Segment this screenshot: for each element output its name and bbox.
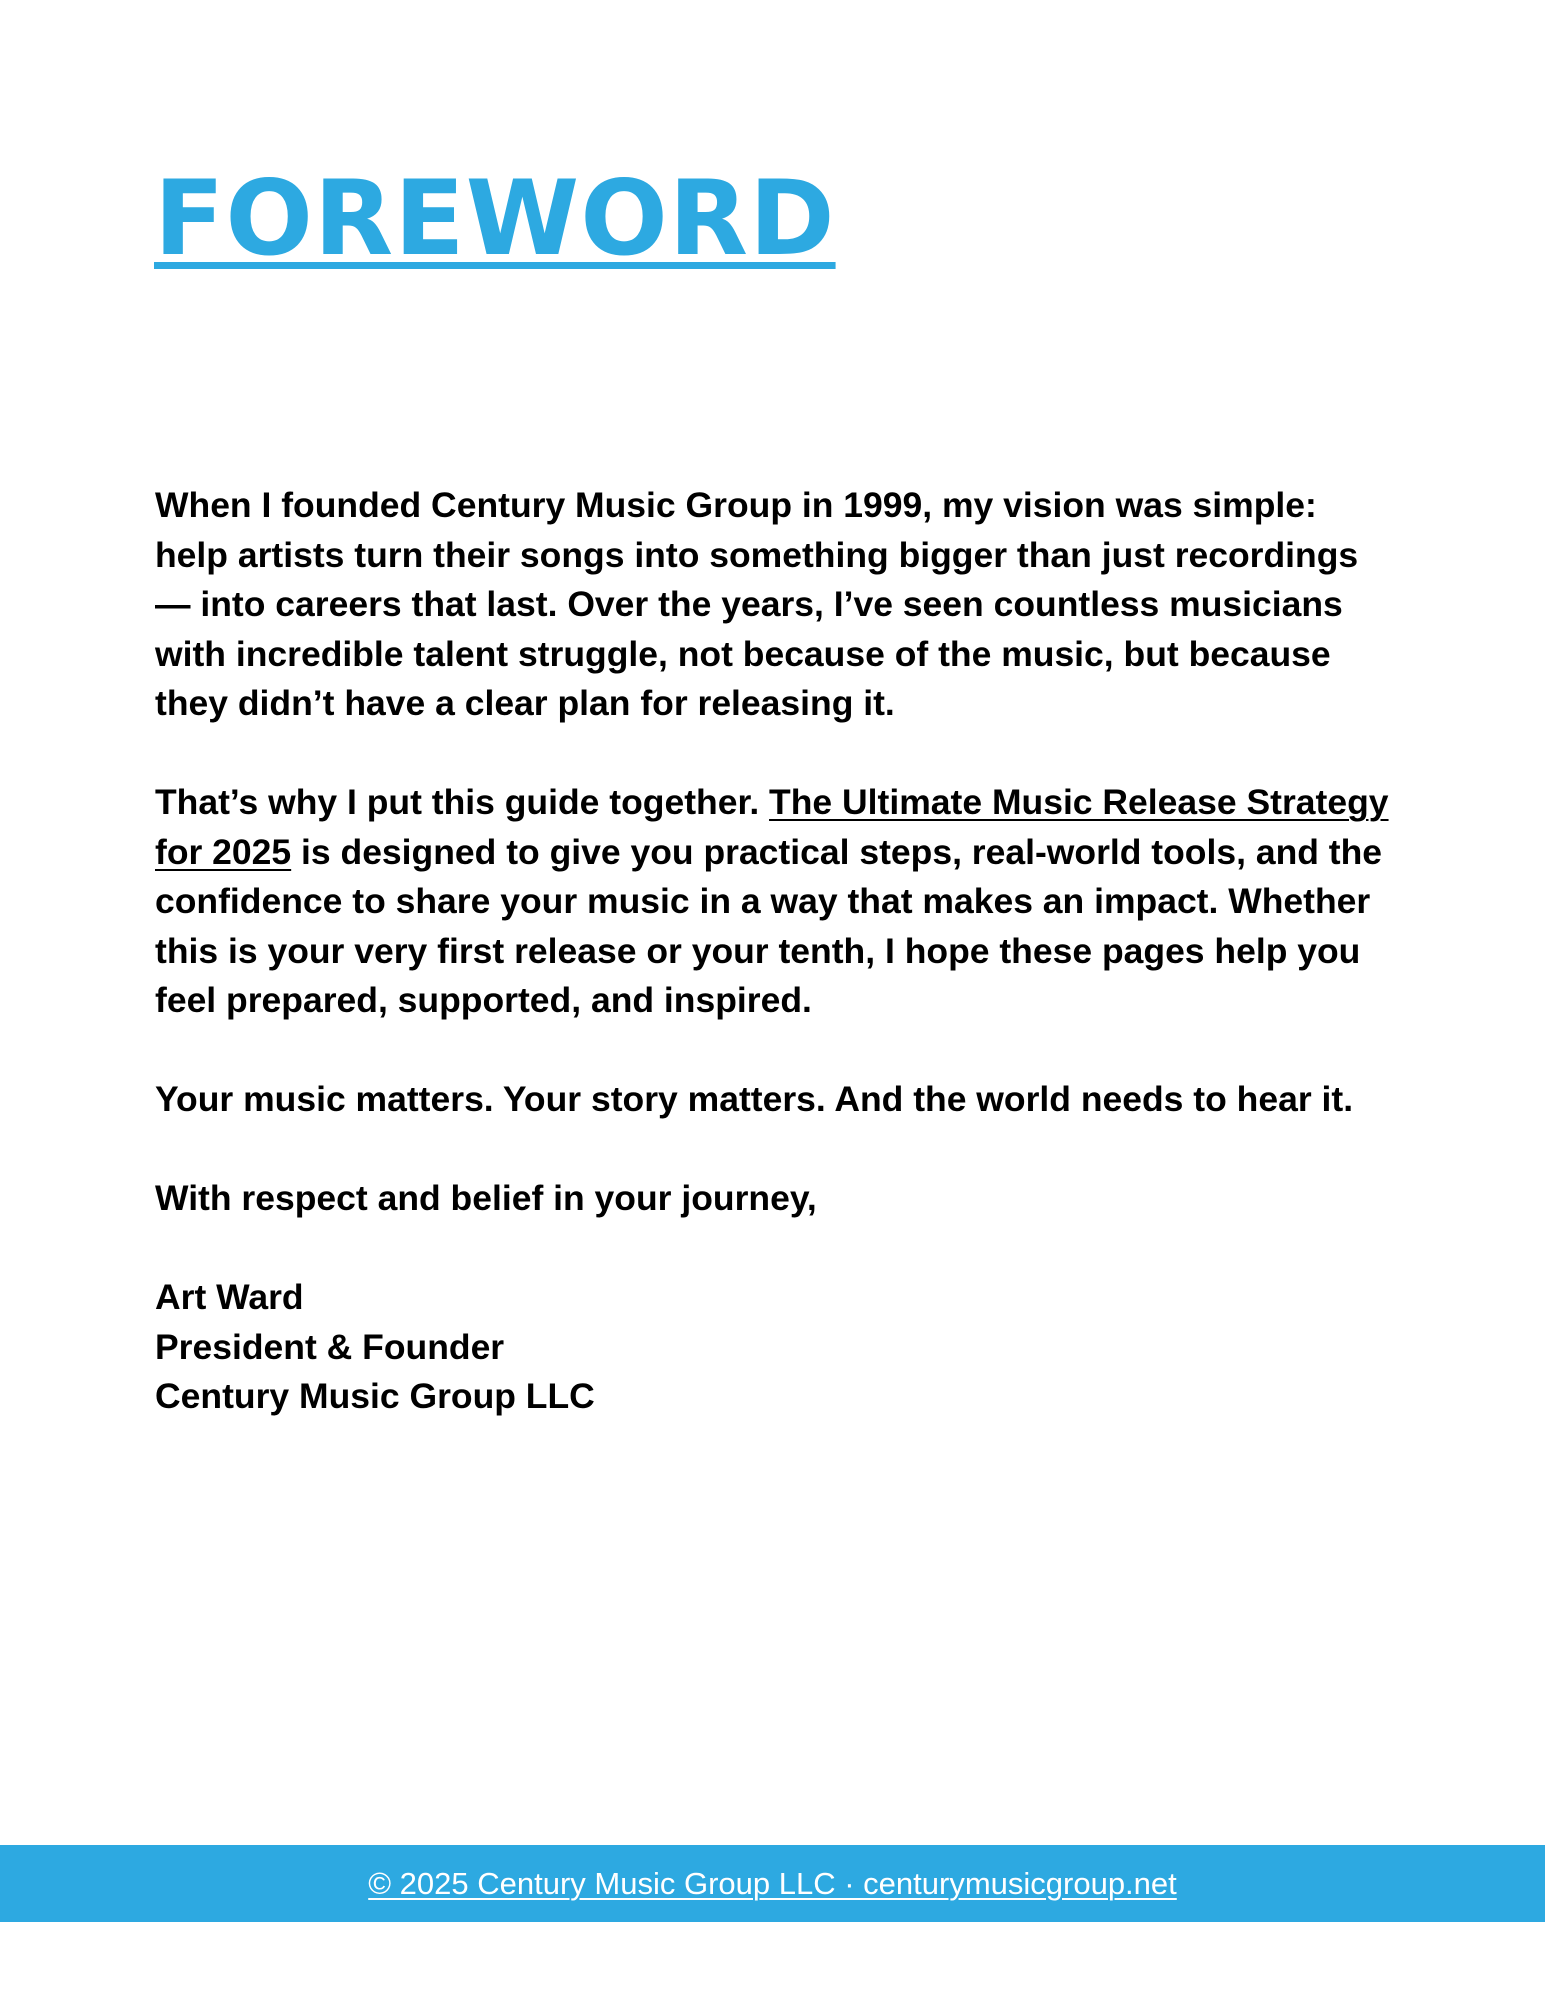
guide-title-link[interactable]: The Ultimate Music Release Strategy for 2025	[155, 782, 1389, 872]
footer-bar	[0, 1845, 1545, 1922]
signature-block	[155, 1273, 1395, 1422]
foreword-body	[155, 481, 1395, 1422]
paragraph-intro: When I founded Century Music Group in 1999, my vision was simple: help artists turn their songs into something bigger than just recordings — into careers that last. Over the years, I’ve seen countless musicians with incredible talent struggle, not because of the music, but because they didn’t have a clear plan for releasing it.	[155, 485, 1359, 723]
signature-name: Art Ward	[155, 1277, 304, 1317]
footer-link[interactable]: © 2025 Century Music Group LLC · centurymusicgroup.net	[368, 1865, 1177, 1901]
paragraph-guide	[155, 778, 1395, 1026]
paragraph-guide-intro: That’s why I put this guide together.	[155, 782, 770, 822]
paragraph-music-matters: Your music matters. Your story matters. And the world needs to hear it.	[155, 1079, 1354, 1119]
page-title: FOREWORD	[154, 159, 836, 279]
closing-line: With respect and belief in your journey,	[155, 1178, 817, 1218]
paragraph-guide-rest: is designed to give you practical steps, real-world tools, and the confidence to share your music in a way that makes an impact. Whether this is your very first release or your tenth, I hope these pages help you feel prepared, supported, and inspired.	[155, 831, 1383, 1020]
signature-company: Century Music Group LLC	[155, 1376, 595, 1416]
signature-role: President & Founder	[155, 1326, 505, 1367]
